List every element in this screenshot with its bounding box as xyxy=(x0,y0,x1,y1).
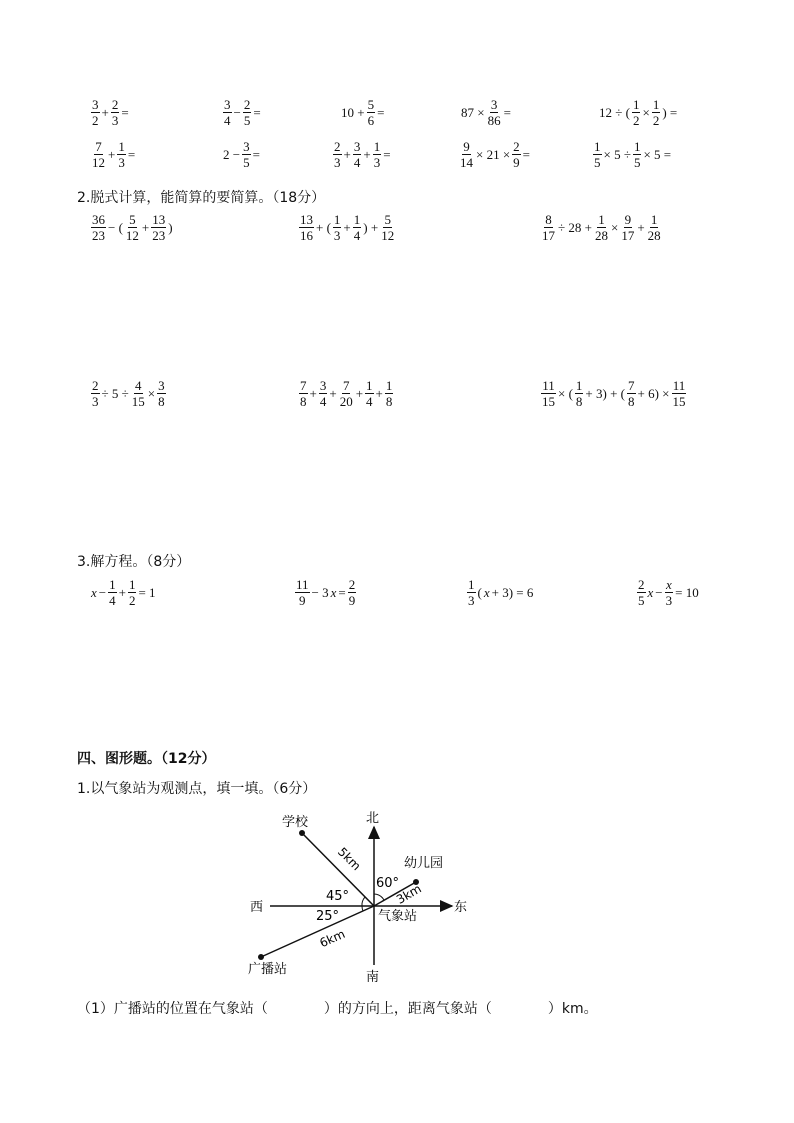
fraction xyxy=(299,379,308,408)
fraction xyxy=(380,213,395,242)
fraction xyxy=(665,578,674,607)
oral-calc-row1-4 xyxy=(460,98,512,127)
numerator: 13 xyxy=(300,212,313,227)
operator: ÷ 28 + xyxy=(558,219,592,235)
denominator: 12 xyxy=(381,228,395,243)
denominator: 4 xyxy=(319,394,327,409)
numerator: 1 xyxy=(118,139,125,154)
operator: − xyxy=(98,584,107,600)
fraction xyxy=(627,379,636,408)
numerator: 1 xyxy=(353,212,361,227)
numerator: 1 xyxy=(109,577,116,592)
denominator: 3 xyxy=(665,593,673,608)
denominator: 9 xyxy=(513,155,520,170)
direction-diagram xyxy=(240,805,480,985)
fraction xyxy=(647,213,662,242)
fraction xyxy=(151,213,166,242)
denominator: 17 xyxy=(621,228,635,243)
operator: + 3) + ( xyxy=(585,385,625,401)
fraction xyxy=(487,98,502,127)
numerator: 2 xyxy=(334,139,341,154)
operator: 12 ÷ ( xyxy=(599,104,630,120)
operator: − 3 xyxy=(311,584,329,600)
numerator: 3 xyxy=(319,378,327,393)
denominator: 8 xyxy=(300,394,307,409)
operator: × xyxy=(147,385,156,401)
operator: = 1 xyxy=(138,584,156,600)
numerator: 1 xyxy=(333,212,341,227)
operator: + xyxy=(637,219,645,235)
fraction xyxy=(632,98,641,127)
east-label: 东 xyxy=(454,900,468,915)
fraction xyxy=(91,98,100,127)
angle-arc-60 xyxy=(374,894,384,900)
operator: + xyxy=(329,385,337,401)
operator: = xyxy=(377,104,385,120)
numerator: 1 xyxy=(633,139,641,154)
denominator: 5 xyxy=(633,155,641,170)
numerator: 2 xyxy=(348,577,356,592)
denominator: 12 xyxy=(92,155,105,170)
oral-calc-row1-2 xyxy=(222,98,262,127)
fraction xyxy=(299,213,314,242)
operator: ) xyxy=(168,219,173,235)
fraction xyxy=(348,578,357,607)
oral-calc-row2-2 xyxy=(222,140,261,169)
denominator: 4 xyxy=(353,155,361,170)
numerator: 7 xyxy=(342,378,350,393)
numerator: 11 xyxy=(296,577,309,592)
denominator: 15 xyxy=(131,394,145,409)
variable: x xyxy=(91,584,97,600)
fraction xyxy=(593,140,602,169)
numerator: 1 xyxy=(468,577,475,592)
denominator: 4 xyxy=(366,394,373,409)
numerator: 1 xyxy=(366,378,373,393)
fraction xyxy=(157,379,166,408)
fraction xyxy=(353,213,362,242)
fraction xyxy=(295,578,310,607)
variable: x xyxy=(330,584,337,600)
operator: × 5 ÷ xyxy=(603,146,631,162)
denominator: 17 xyxy=(542,228,555,243)
fraction xyxy=(131,379,146,408)
numerator: 1 xyxy=(373,139,381,154)
denominator: 4 xyxy=(353,228,361,243)
operator: 87 × xyxy=(461,104,485,120)
section4-title: 四、图形题。（12分） xyxy=(77,751,216,767)
denominator: 2 xyxy=(652,113,660,128)
numerator: 11 xyxy=(542,378,555,393)
numerator: 36 xyxy=(92,212,105,227)
fraction xyxy=(242,140,251,169)
west-label: 西 xyxy=(250,900,264,915)
operator: × 5 = xyxy=(643,146,672,162)
operator: + xyxy=(118,584,126,600)
denominator: 9 xyxy=(299,593,306,608)
kindergarten-label: 幼儿园 xyxy=(404,856,444,871)
step-calc-row2-3 xyxy=(540,379,688,408)
denominator: 86 xyxy=(487,113,501,128)
fraction xyxy=(125,213,140,242)
numerator: 3 xyxy=(224,97,231,112)
fraction xyxy=(91,379,100,408)
denominator: 2 xyxy=(128,593,136,608)
operator: + ( xyxy=(316,219,331,235)
fraction xyxy=(367,98,376,127)
fraction xyxy=(459,140,474,169)
numerator: 5 xyxy=(384,212,391,227)
operator: − xyxy=(233,104,241,120)
operator: = xyxy=(338,584,346,600)
equation-4 xyxy=(636,578,700,607)
numerator: 4 xyxy=(135,378,142,393)
numerator: 1 xyxy=(652,97,660,112)
denominator: 23 xyxy=(92,228,105,243)
fraction xyxy=(319,379,328,408)
fraction xyxy=(117,140,126,169)
fraction xyxy=(243,98,252,127)
operator: + xyxy=(108,146,116,162)
numerator: 7 xyxy=(628,378,635,393)
fraction xyxy=(512,140,521,169)
oral-calc-row1-1 xyxy=(90,98,130,127)
operator: 10 + xyxy=(341,104,365,120)
fraction xyxy=(385,379,394,408)
numerator: 3 xyxy=(490,97,498,112)
operator: × 21 × xyxy=(476,146,511,162)
denominator: 3 xyxy=(334,155,341,170)
school-label: 学校 xyxy=(282,815,309,830)
denominator: 3 xyxy=(118,155,125,170)
fraction xyxy=(620,213,635,242)
operator: × xyxy=(642,104,650,120)
numerator: 1 xyxy=(598,212,605,227)
fraction xyxy=(108,578,117,607)
denominator: 23 xyxy=(152,228,166,243)
denominator: 6 xyxy=(367,113,375,128)
denominator: 20 xyxy=(339,394,353,409)
numerator: 1 xyxy=(632,97,640,112)
numerator: 3 xyxy=(243,139,250,154)
operator: × xyxy=(610,219,619,235)
denominator: 14 xyxy=(460,155,473,170)
fraction xyxy=(339,379,354,408)
step-calc-row1-2 xyxy=(298,213,396,242)
fraction xyxy=(111,98,120,127)
operator: + 6) × xyxy=(637,385,670,401)
numerator: 8 xyxy=(545,212,552,227)
denominator: 12 xyxy=(125,228,139,243)
oral-calc-row2-4 xyxy=(458,140,531,169)
fraction xyxy=(333,140,342,169)
numerator: 3 xyxy=(92,97,99,112)
fraction xyxy=(541,213,556,242)
equation-3 xyxy=(466,578,534,607)
numerator: 2 xyxy=(513,139,520,154)
fraction xyxy=(91,140,106,169)
operator: + xyxy=(355,385,364,401)
numerator: 2 xyxy=(111,97,119,112)
numerator: 2 xyxy=(92,378,99,393)
numerator: 3 xyxy=(353,139,361,154)
operator: ( xyxy=(477,584,482,600)
step-calc-row1-3 xyxy=(540,213,663,242)
numerator: 1 xyxy=(385,378,393,393)
denominator: 8 xyxy=(158,394,165,409)
operator: + xyxy=(375,385,383,401)
fraction xyxy=(652,98,661,127)
denominator: 4 xyxy=(224,113,231,128)
operator: − xyxy=(655,584,663,600)
fraction xyxy=(637,578,646,607)
denominator: 8 xyxy=(385,394,393,409)
numerator: 9 xyxy=(463,139,470,154)
step-calc-row2-2 xyxy=(298,379,394,408)
numerator: 5 xyxy=(129,212,136,227)
operator: + xyxy=(141,219,150,235)
denominator: 3 xyxy=(373,155,381,170)
numerator: 7 xyxy=(95,139,102,154)
numerator: 2 xyxy=(638,577,645,592)
variable: x xyxy=(647,584,654,600)
operator: + xyxy=(309,385,317,401)
school-point xyxy=(299,830,305,836)
numerator: 5 xyxy=(367,97,375,112)
fraction xyxy=(128,578,137,607)
angle-arc-45 xyxy=(362,897,365,906)
fraction xyxy=(373,140,382,169)
operator: − ( xyxy=(108,219,123,235)
denominator: 3 xyxy=(111,113,119,128)
fraction xyxy=(223,98,232,127)
fraction xyxy=(91,213,106,242)
broadcast-distance-label: 6km xyxy=(317,926,348,951)
question1-sub1: （1）广播站的位置在气象站（ ）的方向上，距离气象站（ ）km。 xyxy=(77,1001,598,1017)
numerator: 1 xyxy=(575,378,583,393)
denominator: 9 xyxy=(348,593,356,608)
numerator: 7 xyxy=(300,378,307,393)
operator: + xyxy=(343,146,351,162)
denominator: 5 xyxy=(638,593,645,608)
denominator: 15 xyxy=(542,394,555,409)
numerator: 11 xyxy=(672,378,686,393)
denominator: 4 xyxy=(109,593,116,608)
operator: = xyxy=(383,146,391,162)
denominator: 16 xyxy=(300,228,313,243)
north-label: 北 xyxy=(366,811,380,826)
step-calc-row2-1 xyxy=(90,379,167,408)
denominator: 5 xyxy=(243,155,250,170)
center-label: 气象站 xyxy=(378,909,418,924)
operator: + xyxy=(363,146,371,162)
broadcast-label: 广播站 xyxy=(248,962,288,977)
angle-25-label: 25° xyxy=(316,909,340,924)
angle-45-label: 45° xyxy=(326,889,350,904)
operator: = xyxy=(503,104,511,120)
equation-2 xyxy=(294,578,357,607)
fraction xyxy=(333,213,342,242)
denominator: 8 xyxy=(575,394,583,409)
oral-calc-row2-1 xyxy=(90,140,136,169)
denominator: 8 xyxy=(628,394,635,409)
operator: + 3) = 6 xyxy=(491,584,534,600)
equation-1 xyxy=(90,578,157,607)
denominator: 3 xyxy=(468,593,475,608)
section3-title: 3.解方程。（8分） xyxy=(77,554,191,570)
operator: = xyxy=(252,146,260,162)
denominator: 3 xyxy=(92,394,99,409)
denominator: 15 xyxy=(672,394,686,409)
numerator: 2 xyxy=(243,97,251,112)
fraction xyxy=(575,379,584,408)
south-label: 南 xyxy=(366,970,380,985)
fraction xyxy=(541,379,556,408)
denominator: 5 xyxy=(594,155,601,170)
fraction xyxy=(353,140,362,169)
operator: 2 − xyxy=(223,146,241,162)
kindergarten-distance-label: 3km xyxy=(394,881,424,907)
oral-calc-row2-5 xyxy=(592,140,672,169)
question1-title: 1.以气象站为观测点，填一填。（6分） xyxy=(77,781,317,797)
denominator: 2 xyxy=(632,113,640,128)
operator: = 10 xyxy=(675,584,699,600)
angle-60-label: 60° xyxy=(376,876,400,891)
denominator: 3 xyxy=(333,228,341,243)
step-calc-row1-1 xyxy=(90,213,174,242)
denominator: 2 xyxy=(92,113,99,128)
numerator: 3 xyxy=(158,378,165,393)
operator: = xyxy=(127,146,136,162)
section2-title: 2.脱式计算，能简算的要简算。（18分） xyxy=(77,190,326,206)
denominator: 5 xyxy=(243,113,251,128)
fraction xyxy=(633,140,642,169)
numerator: x xyxy=(665,577,672,592)
numerator: 13 xyxy=(152,212,166,227)
oral-calc-row1-5 xyxy=(598,98,678,127)
denominator: 28 xyxy=(647,228,661,243)
fraction xyxy=(672,379,687,408)
numerator: 1 xyxy=(650,212,658,227)
numerator: 1 xyxy=(128,577,136,592)
oral-calc-row2-3 xyxy=(332,140,392,169)
numerator: 9 xyxy=(624,212,632,227)
fraction xyxy=(467,578,476,607)
operator: ) + xyxy=(363,219,379,235)
oral-calc-row1-3 xyxy=(340,98,385,127)
fraction xyxy=(365,379,374,408)
numerator: 1 xyxy=(594,139,601,154)
operator: × ( xyxy=(558,385,573,401)
operator: = xyxy=(121,104,129,120)
operator: = xyxy=(253,104,261,120)
operator: + xyxy=(343,219,351,235)
operator: ) = xyxy=(662,104,678,120)
denominator: 28 xyxy=(594,228,608,243)
operator: ÷ 5 ÷ xyxy=(101,385,129,401)
operator: = xyxy=(522,146,531,162)
fraction xyxy=(594,213,609,242)
school-distance-label: 5km xyxy=(335,844,364,874)
operator: + xyxy=(101,104,109,120)
broadcast-point xyxy=(258,954,264,960)
variable: x xyxy=(483,584,490,600)
